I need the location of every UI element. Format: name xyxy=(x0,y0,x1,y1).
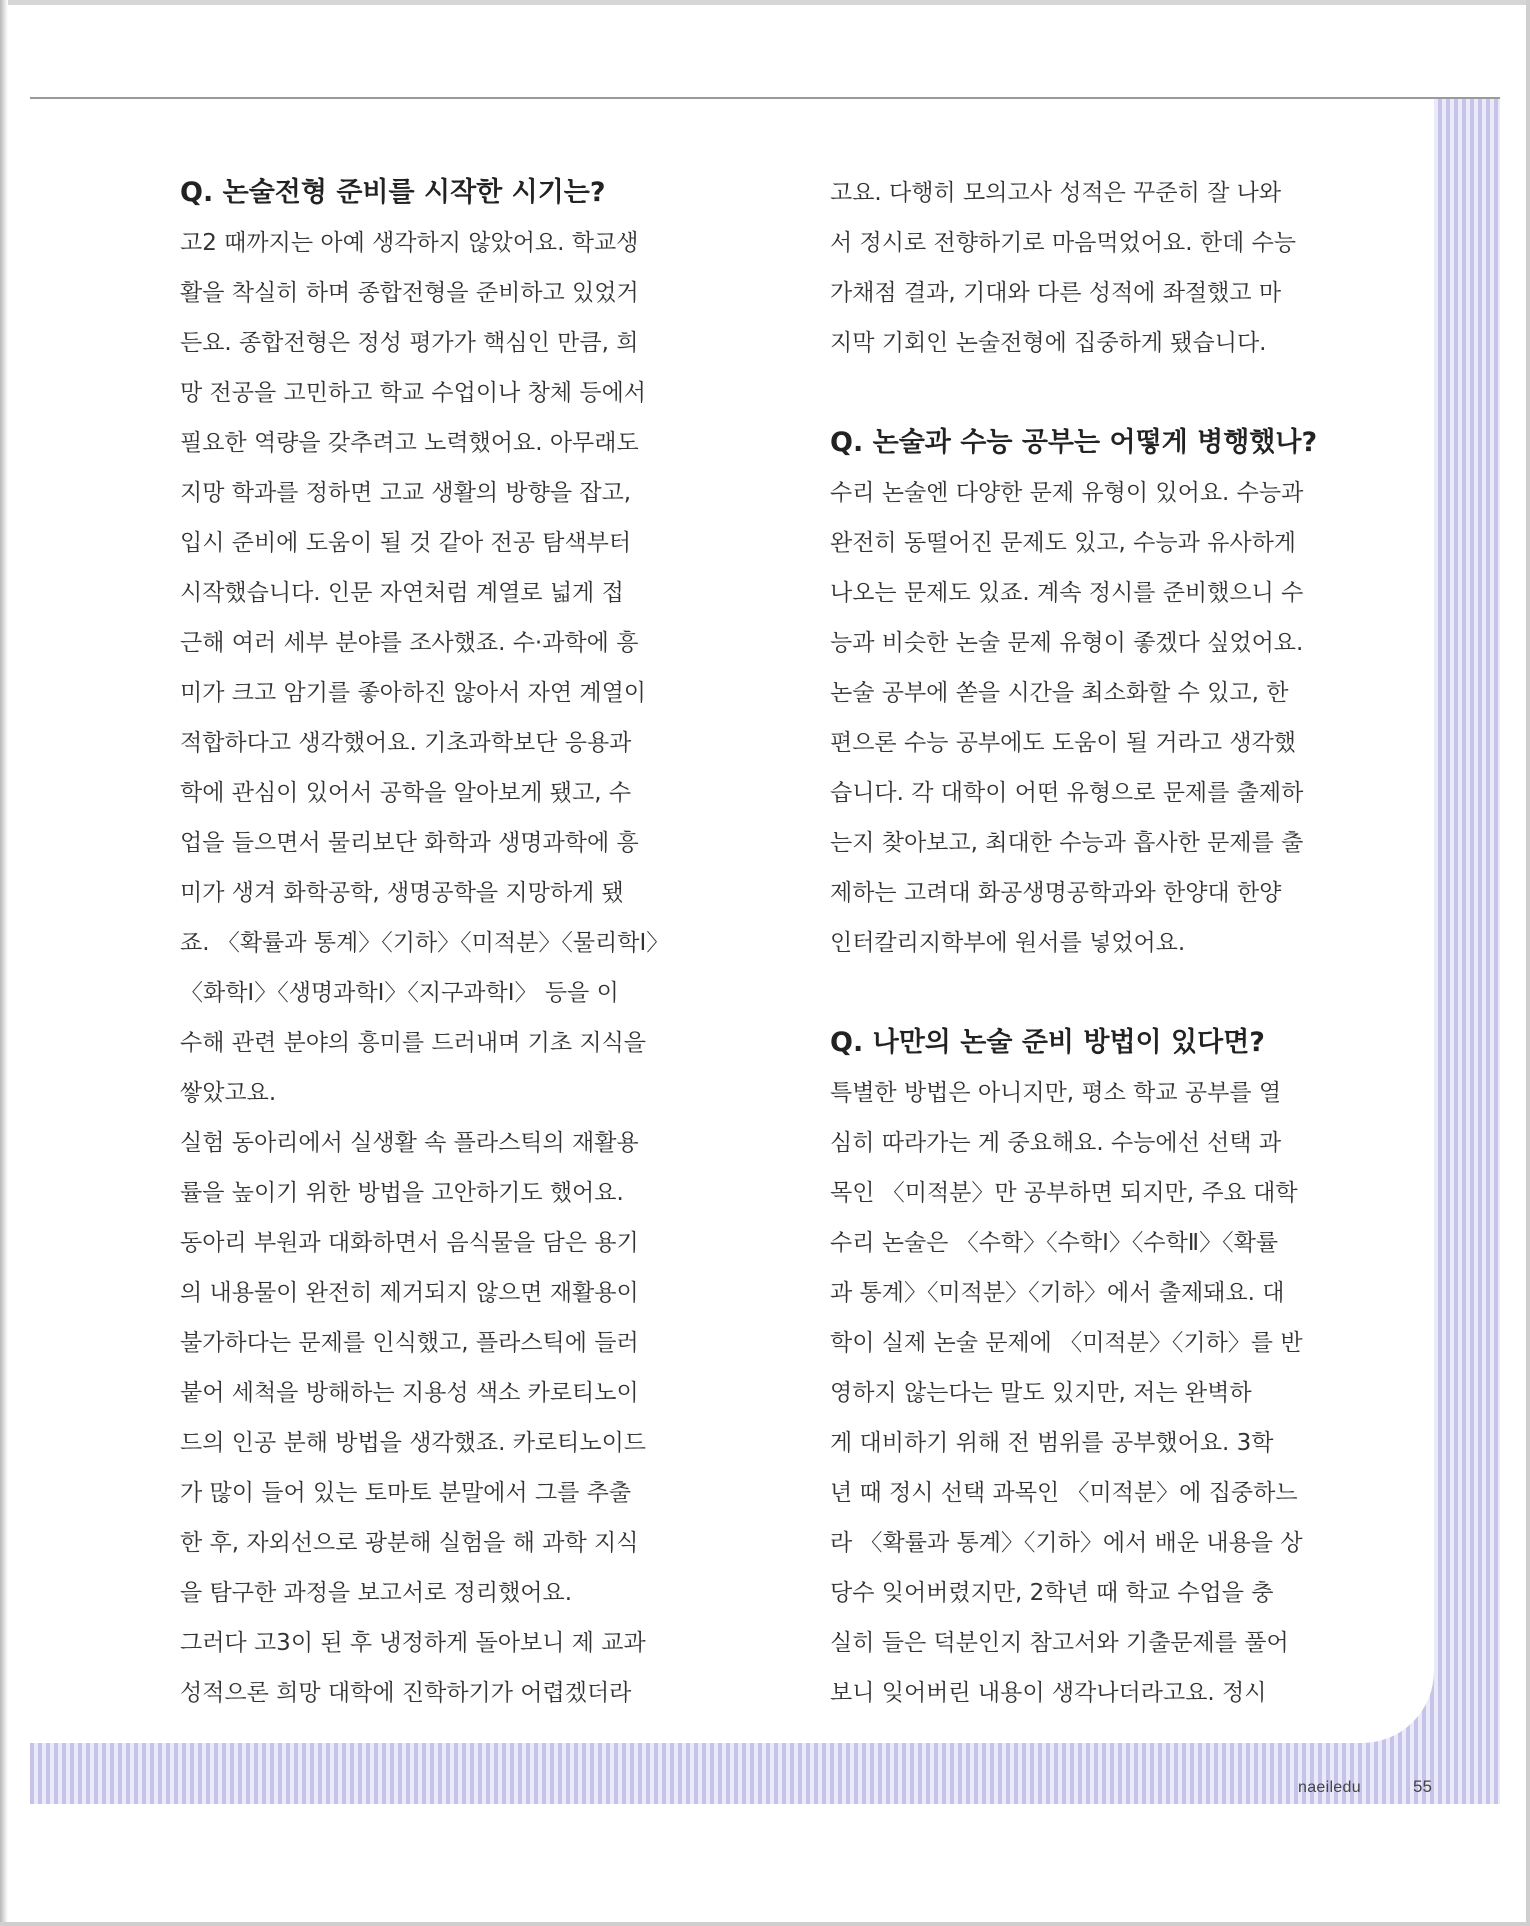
body-text-line: 학에 관심이 있어서 공학을 알아보게 됐고, 수 xyxy=(180,780,632,806)
body-text-line: 드의 인공 분해 방법을 생각했죠. 카로티노이드 xyxy=(180,1430,647,1456)
body-text-line: 동아리 부원과 대화하면서 음식물을 담은 용기 xyxy=(180,1230,639,1256)
page-edge-bottom xyxy=(0,1922,1530,1926)
left-text-column xyxy=(180,168,728,1718)
body-text-line: 가 많이 들어 있는 토마토 분말에서 그를 추출 xyxy=(180,1480,632,1506)
right-text-column xyxy=(830,168,1378,1718)
body-text-line: 편으론 수능 공부에도 도움이 될 거라고 생각했 xyxy=(830,730,1297,756)
body-text-line: 지막 기회인 논술전형에 집중하게 됐습니다. xyxy=(830,330,1267,356)
body-text-line: 당수 잊어버렸지만, 2학년 때 학교 수업을 충 xyxy=(830,1580,1274,1606)
body-text-line: 학이 실제 논술 문제에 〈미적분〉〈기하〉를 반 xyxy=(830,1330,1303,1356)
body-text-line: 특별한 방법은 아니지만, 평소 학교 공부를 열 xyxy=(830,1080,1282,1106)
paragraph-gap xyxy=(830,968,1378,1018)
question-heading: Q. 나만의 논술 준비 방법이 있다면? xyxy=(830,1027,1265,1058)
body-text-line: 활을 착실히 하며 종합전형을 준비하고 있었거 xyxy=(180,280,639,306)
body-text-line: 인터칼리지학부에 원서를 넣었어요. xyxy=(830,930,1186,956)
body-text-line: 쌓았고요. xyxy=(180,1080,277,1106)
body-text-line: 완전히 동떨어진 문제도 있고, 수능과 유사하게 xyxy=(830,530,1297,556)
question-heading: Q. 논술과 수능 공부는 어떻게 병행했나? xyxy=(830,427,1318,458)
body-text-line: 입시 준비에 도움이 될 것 같아 전공 탐색부터 xyxy=(180,530,632,556)
body-text-line: 나오는 문제도 있죠. 계속 정시를 준비했으니 수 xyxy=(830,580,1304,606)
body-text-line: 실히 들은 덕분인지 참고서와 기출문제를 풀어 xyxy=(830,1630,1289,1656)
body-text-line: 수리 논술엔 다양한 문제 유형이 있어요. 수능과 xyxy=(830,480,1304,506)
body-text-line: 서 정시로 전향하기로 마음먹었어요. 한데 수능 xyxy=(830,230,1297,256)
body-text-line: 고요. 다행히 모의고사 성적은 꾸준히 잘 나와 xyxy=(830,180,1282,206)
body-text-line: 습니다. 각 대학이 어떤 유형으로 문제를 출제하 xyxy=(830,780,1304,806)
body-text-line: 한 후, 자외선으로 광분해 실험을 해 과학 지식 xyxy=(180,1530,639,1556)
body-text-line: 라 〈확률과 통계〉〈기하〉에서 배운 내용을 상 xyxy=(830,1530,1303,1556)
body-text-line: 붙어 세척을 방해하는 지용성 색소 카로티노이 xyxy=(180,1380,639,1406)
body-text-line: 그러다 고3이 된 후 냉정하게 돌아보니 제 교과 xyxy=(180,1630,646,1656)
body-text-line: 보니 잊어버린 내용이 생각나더라고요. 정시 xyxy=(830,1680,1267,1706)
body-text-line: 제하는 고려대 화공생명공학과와 한양대 한양 xyxy=(830,880,1282,906)
body-text-line: 년 때 정시 선택 과목인 〈미적분〉에 집중하느 xyxy=(830,1480,1298,1506)
body-text-line: 미가 크고 암기를 좋아하진 않아서 자연 계열이 xyxy=(180,680,647,706)
body-text-line: 수리 논술은 〈수학〉〈수학Ⅰ〉〈수학Ⅱ〉〈확률 xyxy=(830,1230,1279,1256)
body-text-line: 실험 동아리에서 실생활 속 플라스틱의 재활용 xyxy=(180,1130,639,1156)
page-edge-right xyxy=(1526,0,1530,1926)
body-text-line: 미가 생겨 화학공학, 생명공학을 지망하게 됐 xyxy=(180,880,624,906)
body-text-line: 불가하다는 문제를 인식했고, 플라스틱에 들러 xyxy=(180,1330,639,1356)
body-text-line: 는지 찾아보고, 최대한 수능과 흡사한 문제를 출 xyxy=(830,830,1304,856)
body-text-line: 고2 때까지는 아예 생각하지 않았어요. 학교생 xyxy=(180,230,639,256)
body-text-line: 능과 비슷한 논술 문제 유형이 좋겠다 싶었어요. xyxy=(830,630,1304,656)
body-text-line: 을 탐구한 과정을 보고서로 정리했어요. xyxy=(180,1580,573,1606)
body-text-line: 게 대비하기 위해 전 범위를 공부했어요. 3학 xyxy=(830,1430,1274,1456)
page-number: 55 xyxy=(1413,1777,1432,1796)
body-text-line: 수해 관련 분야의 흥미를 드러내며 기초 지식을 xyxy=(180,1030,647,1056)
body-text-line: 지망 학과를 정하면 고교 생활의 방향을 잡고, xyxy=(180,480,632,506)
page-edge-top xyxy=(0,0,1530,5)
body-text-line: 필요한 역량을 갖추려고 노력했어요. 아무래도 xyxy=(180,430,639,456)
body-text-line: 든요. 종합전형은 정성 평가가 핵심인 만큼, 희 xyxy=(180,330,639,356)
body-text-line: 시작했습니다. 인문 자연처럼 계열로 넓게 접 xyxy=(180,580,624,606)
body-text-line: 죠. 〈확률과 통계〉〈기하〉〈미적분〉〈물리학Ⅰ〉 xyxy=(180,930,670,956)
body-text-line: 논술 공부에 쏟을 시간을 최소화할 수 있고, 한 xyxy=(830,680,1289,706)
page-spine-shadow xyxy=(0,0,8,1926)
body-text-line: 영하지 않는다는 말도 있지만, 저는 완벽하 xyxy=(830,1380,1252,1406)
body-text-line: 가채점 결과, 기대와 다른 성적에 좌절했고 마 xyxy=(830,280,1282,306)
footer-brand: naeiledu xyxy=(1298,1779,1361,1796)
body-text-line: 업을 들으면서 물리보단 화학과 생명과학에 흥 xyxy=(180,830,639,856)
question-heading: Q. 논술전형 준비를 시작한 시기는? xyxy=(180,177,606,208)
body-text-line: 근해 여러 세부 분야를 조사했죠. 수·과학에 흥 xyxy=(180,630,639,656)
paragraph-gap xyxy=(830,368,1378,418)
body-text-line: 〈화학Ⅰ〉〈생명과학Ⅰ〉〈지구과학Ⅰ〉 등을 이 xyxy=(180,980,619,1006)
body-text-line: 률을 높이기 위한 방법을 고안하기도 했어요. xyxy=(180,1180,624,1206)
body-text-line: 적합하다고 생각했어요. 기초과학보단 응용과 xyxy=(180,730,632,756)
body-text-line: 의 내용물이 완전히 제거되지 않으면 재활용이 xyxy=(180,1280,639,1306)
body-text-line: 과 통계〉〈미적분〉〈기하〉에서 출제돼요. 대 xyxy=(830,1280,1285,1306)
body-text-line: 심히 따라가는 게 중요해요. 수능에선 선택 과 xyxy=(830,1130,1282,1156)
body-text-line: 성적으론 희망 대학에 진학하기가 어렵겠더라 xyxy=(180,1680,632,1706)
body-text-line: 망 전공을 고민하고 학교 수업이나 창체 등에서 xyxy=(180,380,647,406)
body-text-line: 목인 〈미적분〉만 공부하면 되지만, 주요 대학 xyxy=(830,1180,1298,1206)
